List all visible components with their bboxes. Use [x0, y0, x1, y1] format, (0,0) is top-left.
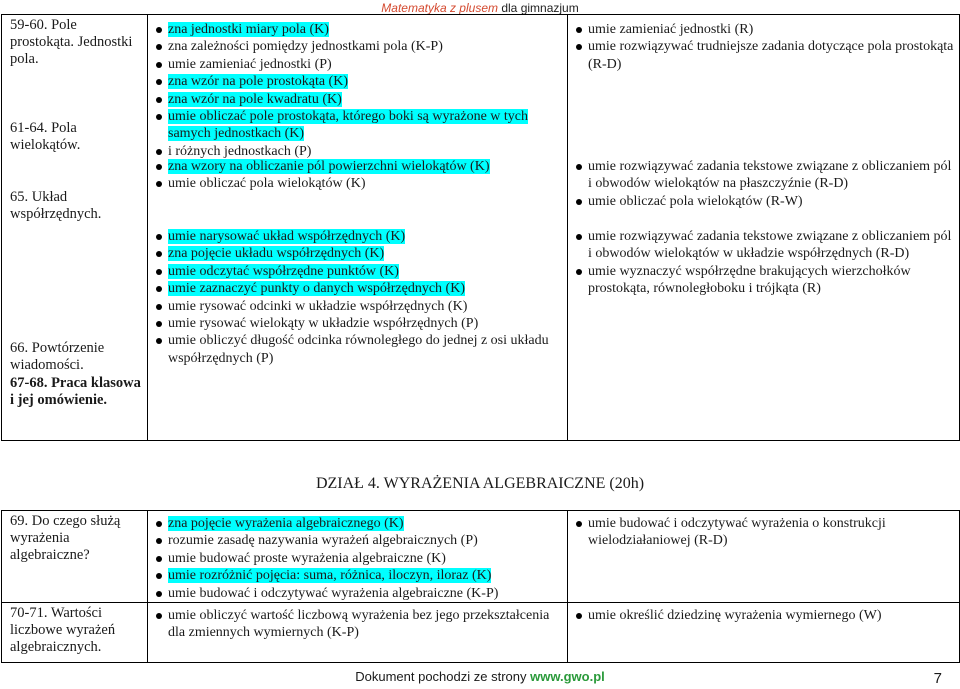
requirement-text: umie narysować układ współrzędnych (K) — [168, 229, 406, 244]
requirement-text: umie budować proste wyrażenia algebraiczne (K) — [168, 550, 446, 566]
requirement-item — [156, 515, 563, 532]
requirement-text: zna wzór na pole prostokąta (K) — [168, 74, 348, 90]
requirement-text: umie obliczyć długość odcinka równoległego do jednej z osi układu współrzędnych (P) — [168, 333, 549, 366]
lesson-topic: 69. Do czego służą wyrażenia algebraiczne? — [10, 513, 121, 563]
requirement-item — [576, 228, 955, 263]
requirement-text: umie zamieniać jednostki (P) — [168, 56, 332, 72]
requirement-item — [156, 73, 563, 90]
extended-group — [568, 228, 959, 298]
requirements-table-2 — [1, 510, 960, 663]
requirement-text: zna wzór na pole kwadratu (K) — [168, 91, 342, 107]
requirement-text: umie zamieniać jednostki (R) — [588, 22, 754, 37]
requirement-item — [156, 91, 563, 108]
requirement-item — [576, 263, 955, 298]
basic-group — [148, 15, 567, 158]
requirement-text: zna jednostki miary pola (K) — [168, 22, 329, 37]
requirement-item — [156, 607, 563, 642]
requirement-text: umie rozróżnić pojęcia: suma, różnica, iloczyn, iloraz (K) — [168, 568, 492, 584]
requirement-text: umie rozwiązywać zadania tekstowe związane z obliczaniem pól i obwodów wielokątów na płaszczyźnie (R-D) — [588, 159, 952, 192]
page-footer — [0, 669, 960, 684]
lesson-topic: 66. Powtórzenie wiadomości. — [10, 340, 105, 373]
lesson-topics-cell — [2, 603, 148, 663]
requirement-item — [156, 228, 563, 245]
requirement-item — [156, 585, 563, 602]
requirement-text: umie budować i odczytywać wyrażenia algebraiczne (K-P) — [168, 585, 499, 601]
lesson-topics-cell — [2, 511, 148, 603]
extended-group — [568, 158, 959, 228]
lesson-topic: 70-71. Wartości liczbowe wyrażeń algebraicznych. — [10, 605, 116, 656]
requirement-text: umie odczytać współrzędne punktów (K) — [168, 263, 399, 279]
lesson-topic: 59-60. Pole prostokąta. Jednostki pola. — [10, 17, 133, 67]
requirement-text: umie budować i odczytywać wyrażenia o konstrukcji wielodziałaniowej (R-D) — [588, 516, 886, 549]
requirement-item — [576, 21, 955, 38]
footer-link[interactable]: www.gwo.pl — [530, 669, 605, 684]
requirement-item — [156, 332, 563, 367]
requirement-text: zna pojęcie wyrażenia algebraicznego (K) — [168, 516, 404, 531]
requirement-text: zna zależności pomiędzy jednostkami pola (K-P) — [168, 39, 443, 55]
extended-requirements-cell — [568, 511, 960, 603]
header-brand: Matematyka z plusem — [381, 1, 498, 15]
extended-group — [568, 15, 959, 158]
extended-requirements-cell — [568, 603, 960, 663]
extended-requirements-cell — [568, 15, 960, 441]
requirement-item — [576, 158, 955, 193]
header-subtitle: dla gimnazjum — [501, 1, 579, 15]
requirement-item — [156, 38, 563, 55]
requirement-text: zna pojęcie układu współrzędnych (K) — [168, 246, 385, 262]
requirement-text: i różnych jednostkach (P) — [168, 143, 312, 159]
basic-requirements-cell — [148, 15, 568, 441]
requirement-item — [156, 315, 563, 332]
page-number: 7 — [933, 670, 942, 687]
requirement-text: umie zaznaczyć punkty o danych współrzędnych (K) — [168, 281, 465, 297]
requirement-item — [156, 245, 563, 262]
requirement-text: umie rysować wielokąty w układzie współrzędnych (P) — [168, 316, 479, 332]
requirement-text: umie rysować odcinki w układzie współrzędnych (K) — [168, 298, 468, 314]
basic-group — [148, 158, 567, 228]
requirement-text: umie obliczać pola wielokątów (R-W) — [588, 193, 803, 209]
requirement-item — [156, 158, 563, 175]
requirement-text: umie obliczać pole prostokąta, którego boki są wyrażone w tych samych jednostkach (K) — [168, 109, 528, 142]
requirement-text: umie obliczyć wartość liczbową wyrażenia bez jego przekształcenia dla zmiennych wymiernych (K-P) — [168, 608, 550, 641]
section-title: DZIAŁ 4. WYRAŻENIA ALGEBRAICZNE (20h) — [315, 475, 645, 492]
basic-requirements-cell — [148, 603, 568, 663]
requirement-item — [156, 56, 563, 73]
lesson-topic: 61-64. Pola wielokątów. — [10, 120, 81, 153]
requirement-text: umie określić dziedzinę wyrażenia wymiernego (W) — [588, 608, 882, 624]
basic-requirements-cell — [148, 511, 568, 603]
requirement-item — [156, 21, 563, 38]
requirement-item — [156, 532, 563, 549]
requirement-item — [576, 515, 955, 550]
lesson-topic: 67-68. Praca klasowa i jej omówienie. — [10, 375, 141, 408]
requirement-text: umie rozwiązywać trudniejsze zadania dotyczące pola prostokąta (R-D) — [588, 39, 954, 72]
requirement-text: umie obliczać pola wielokątów (K) — [168, 176, 366, 192]
requirement-item — [156, 263, 563, 280]
lesson-topics-cell — [2, 15, 148, 441]
requirement-item — [156, 298, 563, 315]
requirement-text: umie wyznaczyć współrzędne brakujących wierzchołków prostokąta, równoległoboku i trójkąta (R) — [588, 263, 911, 297]
lesson-topic: 65. Układ współrzędnych. — [10, 189, 102, 222]
requirements-table-1 — [1, 14, 960, 441]
basic-group — [148, 228, 567, 367]
requirement-item — [156, 567, 563, 584]
requirement-item — [156, 175, 563, 192]
requirement-text: zna wzory na obliczanie pól powierzchni wielokątów (K) — [168, 159, 490, 174]
requirement-item — [576, 38, 955, 73]
requirement-item — [156, 550, 563, 567]
footer-prefix: Dokument pochodzi ze strony — [355, 669, 527, 684]
requirement-item — [156, 280, 563, 297]
requirement-item — [576, 607, 955, 624]
requirement-text: rozumie zasadę nazywania wyrażeń algebraicznych (P) — [168, 533, 478, 549]
requirement-item — [576, 193, 955, 210]
requirement-text: umie rozwiązywać zadania tekstowe związane z obliczaniem pól i obwodów wielokątów w układzie współrzędnych (R-D) — [588, 229, 952, 262]
requirement-item — [156, 108, 563, 143]
